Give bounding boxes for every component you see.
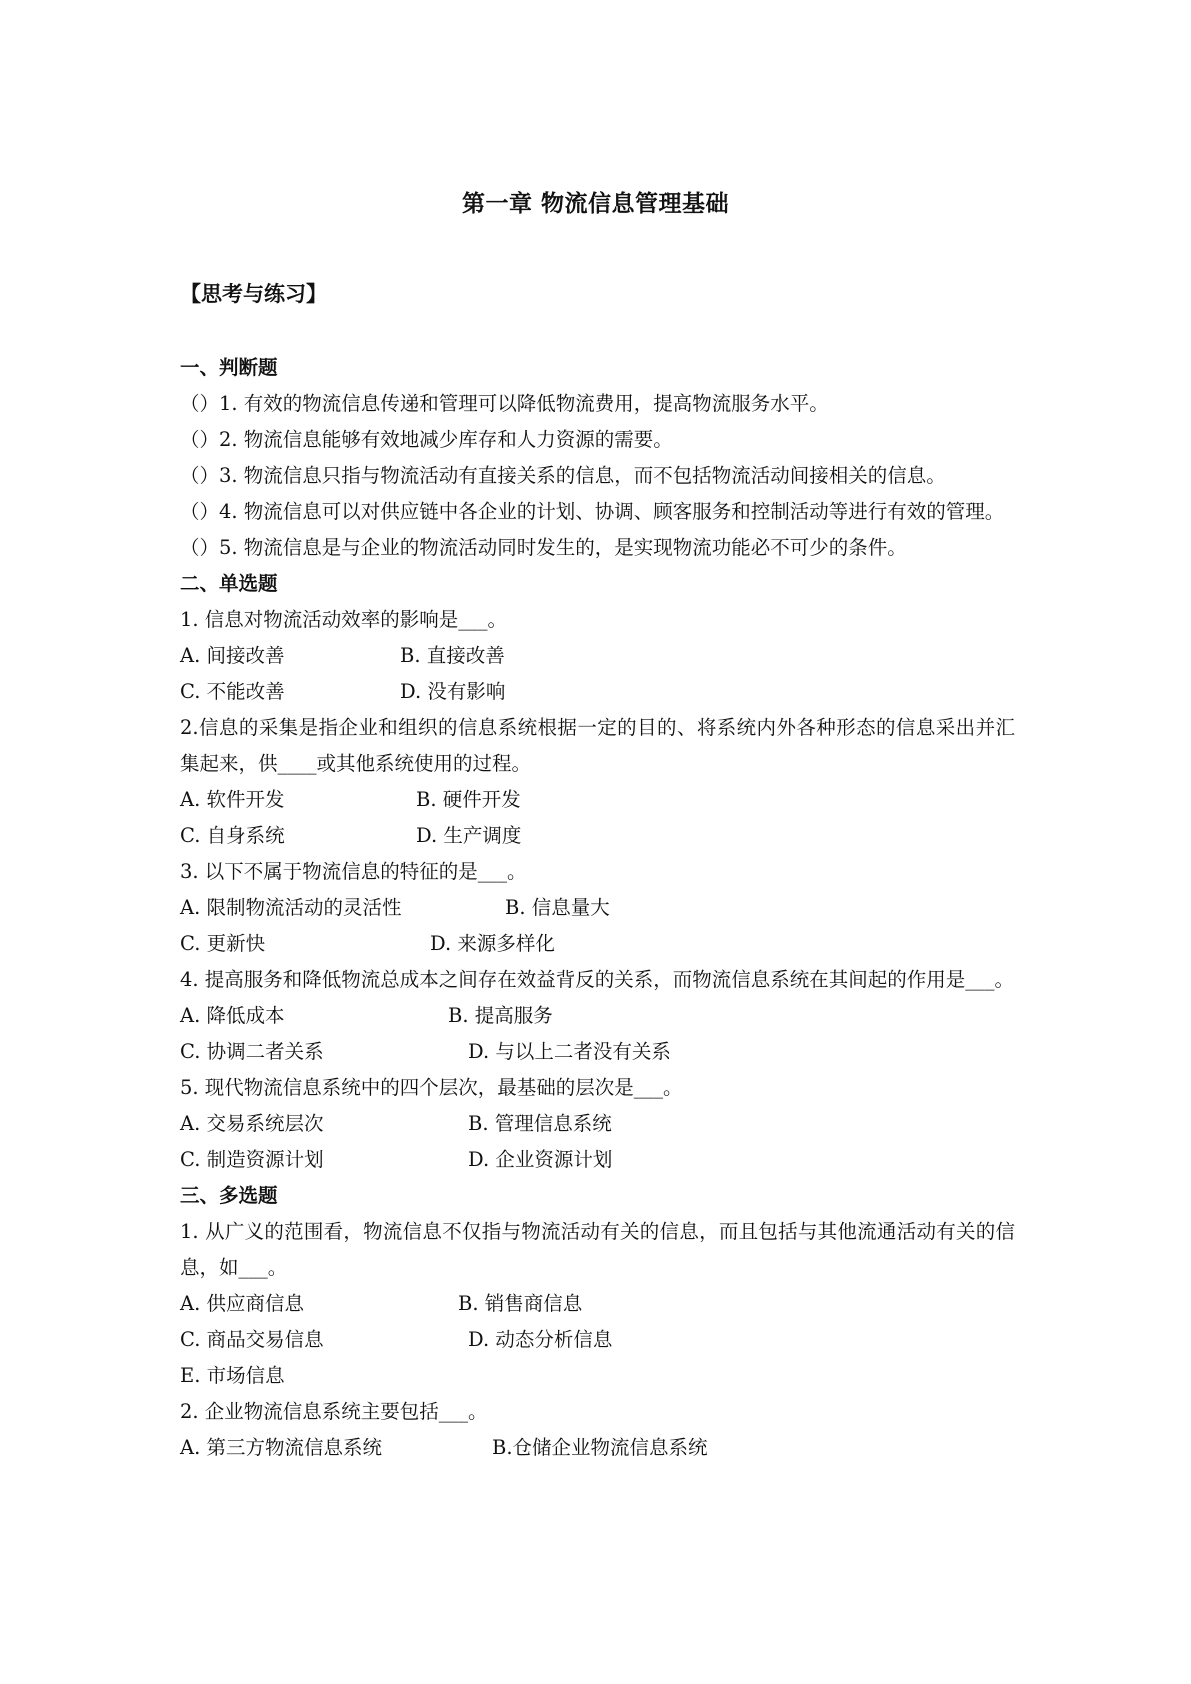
option-b: B.仓储企业物流信息系统 [492,1436,708,1459]
option-c: C. 商品交易信息 [180,1328,324,1351]
multiple-choice-q1-stem: 1. 从广义的范围看，物流信息不仅指与物流活动有关的信息，而且包括与其他流通活动有关的信息，如___。 [180,1220,1015,1279]
option-c: C. 协调二者关系 [180,1040,324,1063]
single-choice-q3-options-row-1 [180,890,1015,926]
single-choice-q3-stem: 3. 以下不属于物流信息的特征的是___。 [180,860,527,883]
option-d: D. 没有影响 [400,680,506,703]
section-heading-true-false: 一、判断题 [180,356,278,379]
single-choice-q5-options-row-1 [180,1106,1015,1142]
multiple-choice-q1-options-row-3 [180,1358,1015,1394]
single-choice-q2-options-row-1 [180,782,1015,818]
single-choice-q4-stem: 4. 提高服务和降低物流总成本之间存在效益背反的关系，而物流信息系统在其间起的作用是___。 [180,968,1015,991]
option-c: C. 自身系统 [180,824,285,847]
single-choice-q1-stem: 1. 信息对物流活动效率的影响是___。 [180,608,508,631]
single-choice-q1-options-row-2 [180,674,1015,710]
option-a: A. 第三方物流信息系统 [180,1436,382,1459]
option-a: A. 限制物流活动的灵活性 [180,896,402,919]
single-choice-q4-options-row-1 [180,998,1015,1034]
option-b: B. 提高服务 [448,1004,553,1027]
option-c: C. 制造资源计划 [180,1148,324,1171]
option-a: A. 间接改善 [180,644,285,667]
single-choice-q3-options-row-2 [180,926,1015,962]
option-e: E. 市场信息 [180,1364,285,1387]
option-b: B. 管理信息系统 [468,1112,612,1135]
option-d: D. 来源多样化 [430,932,555,955]
single-choice-q2-stem: 2.信息的采集是指企业和组织的信息系统根据一定的目的、将系统内外各种形态的信息采出并汇集起来，供____或其他系统使用的过程。 [180,716,1015,775]
section-heading-single-choice: 二、单选题 [180,572,278,595]
single-choice-q2-options-row-2 [180,818,1015,854]
true-false-item-4: （）4. 物流信息可以对供应链中各企业的计划、协调、顾客服务和控制活动等进行有效的管理。 [180,500,1005,523]
multiple-choice-q2-stem: 2. 企业物流信息系统主要包括___。 [180,1400,488,1423]
option-d: D. 企业资源计划 [468,1148,613,1171]
option-b: B. 硬件开发 [416,788,521,811]
option-a: A. 降低成本 [180,1004,285,1027]
single-choice-q4-options-row-2 [180,1034,1015,1070]
single-choice-q1-options-row-1 [180,638,1015,674]
multiple-choice-q2-options-row-1 [180,1430,1015,1466]
chapter-title: 第一章 物流信息管理基础 [461,190,729,217]
true-false-item-3: （）3. 物流信息只指与物流活动有直接关系的信息，而不包括物流活动间接相关的信息。 [180,464,946,487]
option-d: D. 动态分析信息 [468,1328,613,1351]
multiple-choice-q1-options-row-2 [180,1322,1015,1358]
option-b: B. 信息量大 [505,896,610,919]
option-b: B. 直接改善 [400,644,505,667]
option-d: D. 生产调度 [416,824,522,847]
option-c: C. 不能改善 [180,680,285,703]
option-a: A. 交易系统层次 [180,1112,324,1135]
exercise-content [180,350,1015,1466]
section-heading-multiple-choice: 三、多选题 [180,1184,278,1207]
option-a: A. 供应商信息 [180,1292,304,1315]
multiple-choice-q1-options-row-1 [180,1286,1015,1322]
option-d: D. 与以上二者没有关系 [468,1040,671,1063]
single-choice-q5-options-row-2 [180,1142,1015,1178]
true-false-item-2: （）2. 物流信息能够有效地减少库存和人力资源的需要。 [180,428,673,451]
option-c: C. 更新快 [180,932,266,955]
true-false-item-5: （）5. 物流信息是与企业的物流活动同时发生的，是实现物流功能必不可少的条件。 [180,536,907,559]
practice-heading: 【思考与练习】 [180,281,327,306]
option-a: A. 软件开发 [180,788,285,811]
single-choice-q5-stem: 5. 现代物流信息系统中的四个层次，最基础的层次是___。 [180,1076,683,1099]
true-false-item-1: （）1. 有效的物流信息传递和管理可以降低物流费用，提高物流服务水平。 [180,392,829,415]
option-b: B. 销售商信息 [458,1292,583,1315]
